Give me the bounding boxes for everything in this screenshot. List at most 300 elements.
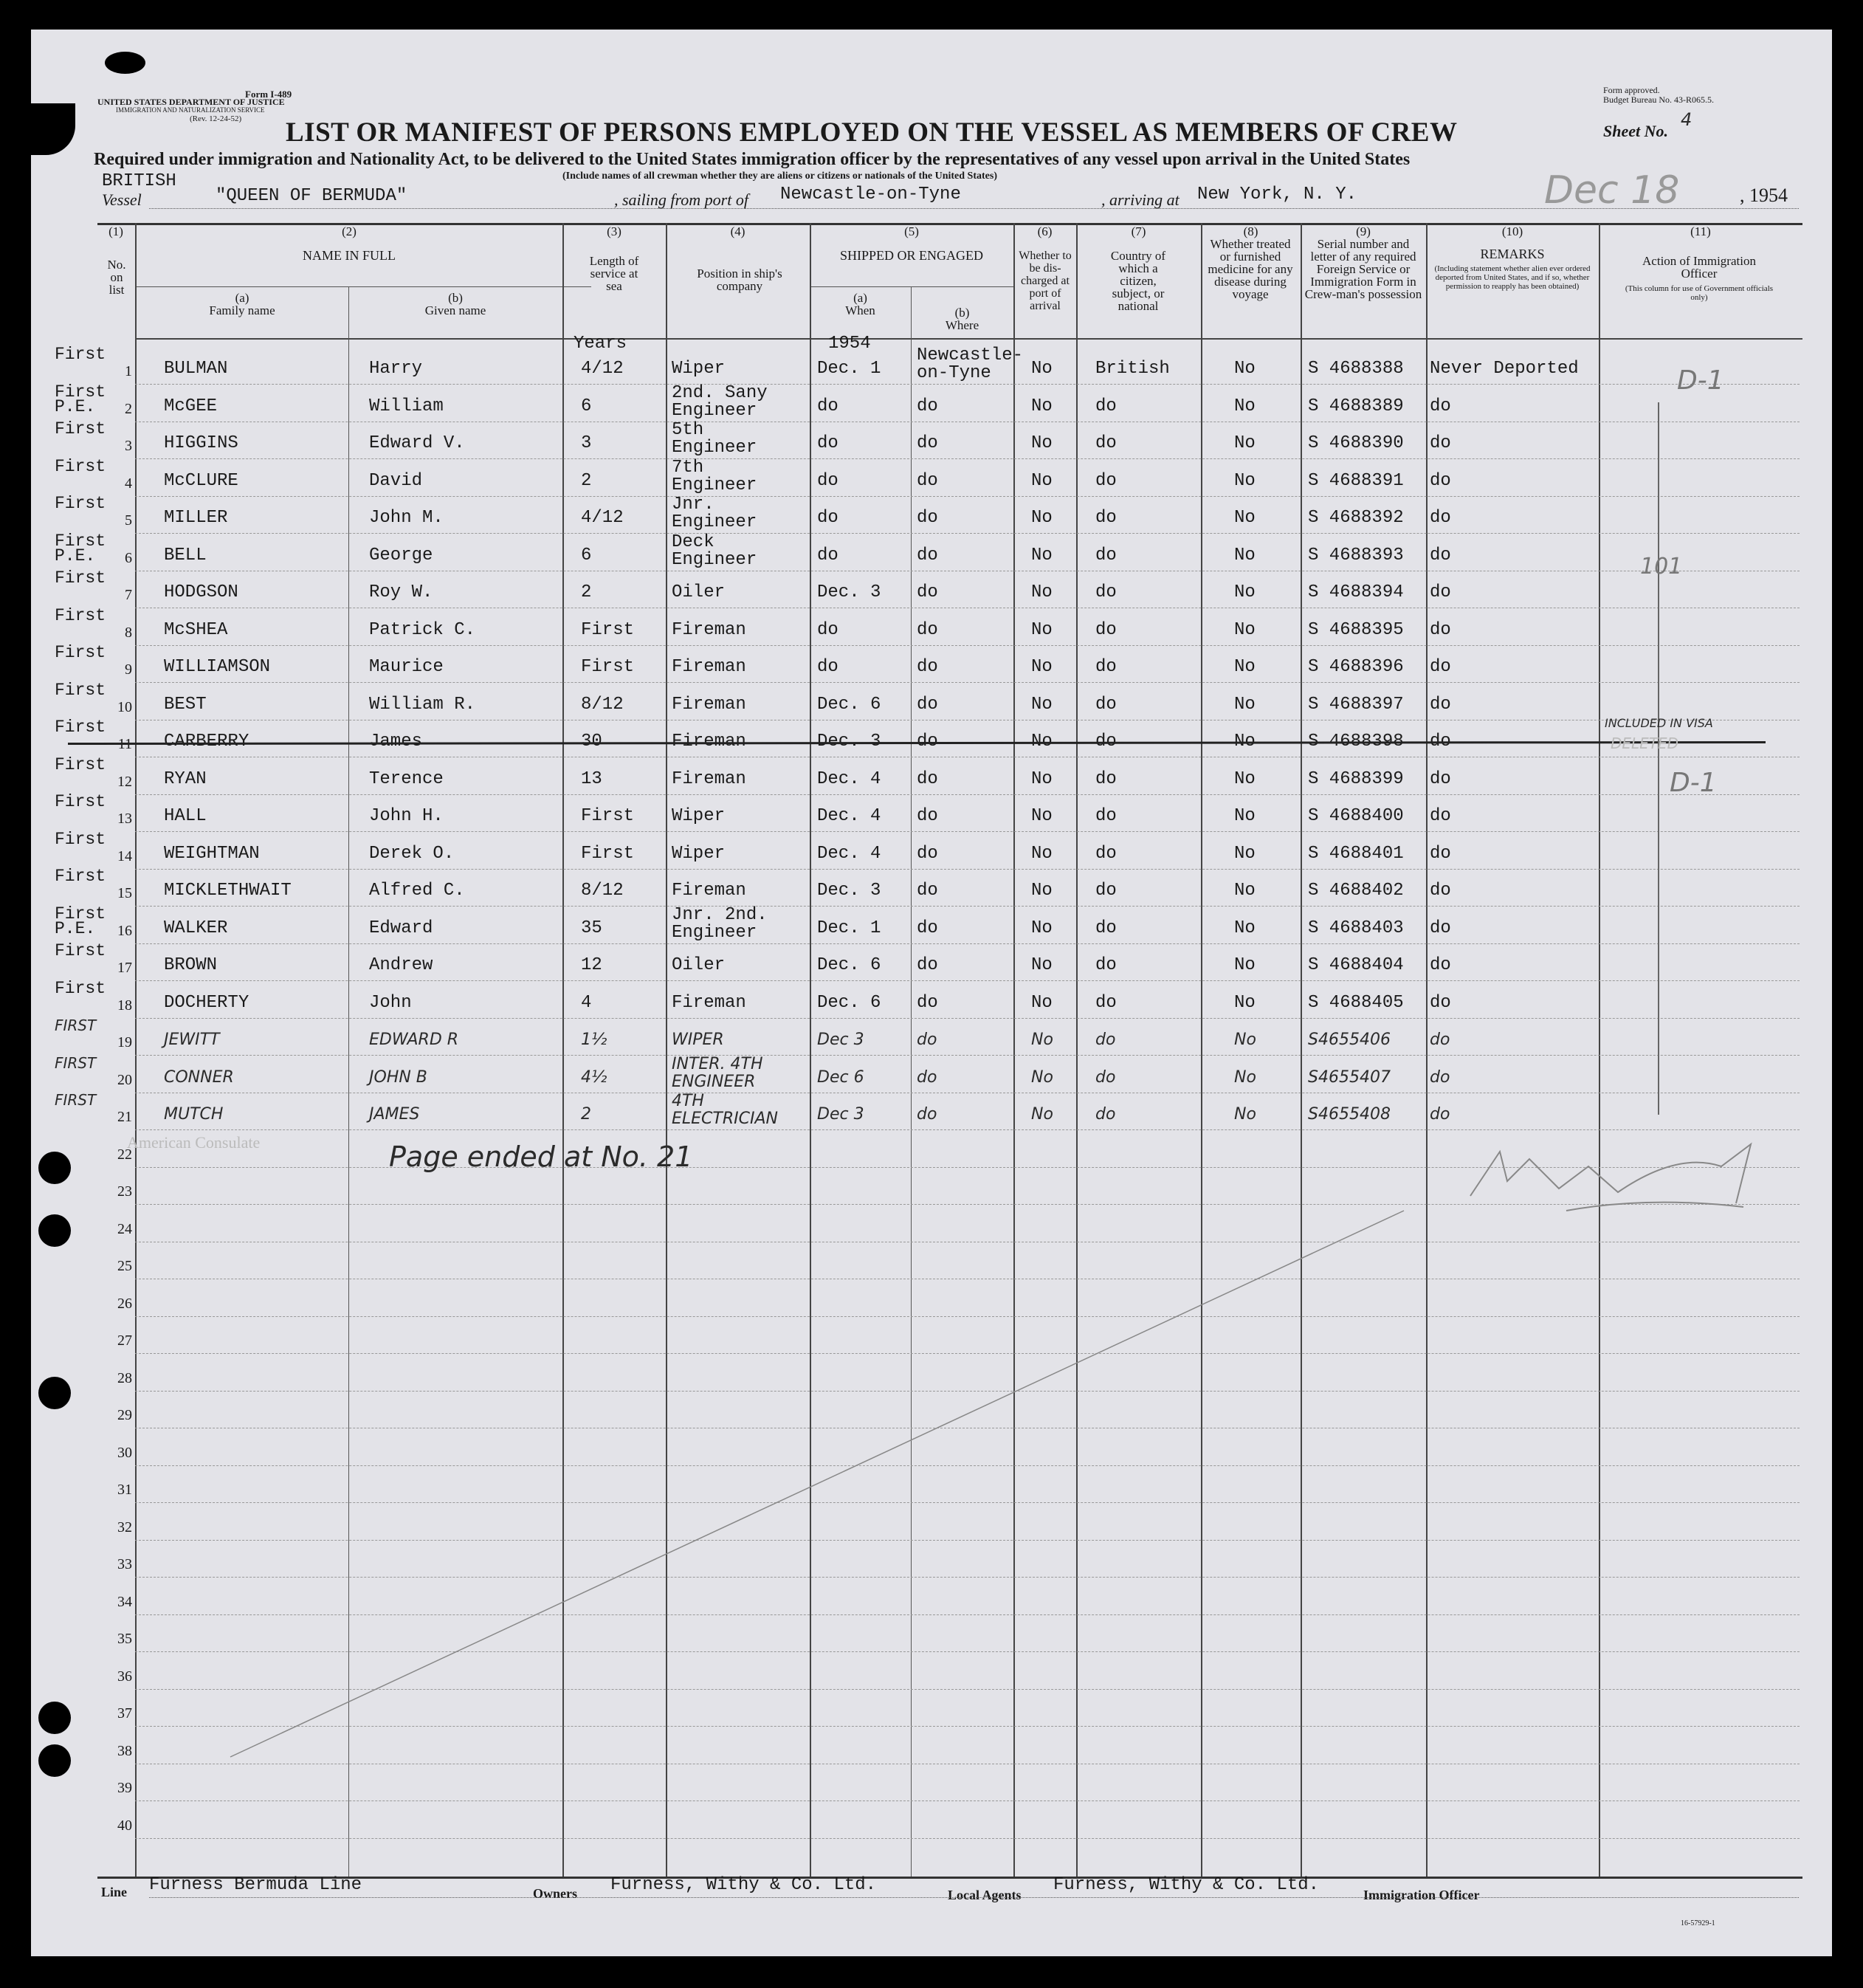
- cell-country: do: [1095, 881, 1117, 901]
- cell-when: Dec 3: [817, 1105, 864, 1124]
- cell-med: No: [1234, 582, 1256, 602]
- cell-position: WIPER: [672, 1031, 724, 1049]
- cell-family: WALKER: [164, 918, 228, 938]
- cell-country: do: [1095, 768, 1117, 789]
- budget-bureau: Budget Bureau No. 43-R065.5.: [1603, 94, 1714, 105]
- cell-serial: S 4688392: [1308, 508, 1404, 528]
- cell-disch: No: [1031, 768, 1053, 789]
- cell-disch: No: [1031, 1105, 1053, 1124]
- cell-position: Fireman: [672, 768, 746, 789]
- cell-family: CONNER: [164, 1067, 234, 1087]
- arrival-date: Dec 18: [1544, 168, 1680, 213]
- cell-country: do: [1095, 657, 1117, 677]
- cell-family: BEST: [164, 694, 207, 715]
- cell-service: 2: [581, 1105, 591, 1124]
- col10-number: (10): [1501, 224, 1523, 238]
- footer-officer-label: Immigration Officer: [1363, 1888, 1480, 1902]
- col1-number: (1): [109, 224, 123, 238]
- cell-service: 4: [581, 992, 592, 1013]
- col10-note: (Including statement whether alien ever ordered deported from United States, and if so, whether permission to reapply has been obtained): [1434, 264, 1591, 291]
- cell-given: James: [369, 732, 423, 751]
- cell-when: Dec. 6: [817, 992, 881, 1013]
- empty-row-number: 35: [117, 1631, 132, 1647]
- col6-number: (6): [1037, 224, 1053, 238]
- cell-remarks: do: [1430, 545, 1451, 565]
- cell-service: 6: [581, 396, 592, 416]
- cell-disch: No: [1031, 433, 1053, 453]
- cell-where: do: [917, 806, 938, 826]
- cell-position: Fireman: [672, 694, 746, 715]
- cell-disch: No: [1031, 582, 1053, 602]
- cell-when: do: [817, 657, 838, 677]
- col5b-header: (b) Where: [945, 306, 979, 332]
- cell-position: Fireman: [672, 732, 746, 751]
- cell-position: Deck Engineer: [672, 532, 757, 570]
- cell-where: Newcastle- on-Tyne: [917, 345, 1024, 383]
- cell-when: do: [817, 396, 838, 416]
- cell-remarks: do: [1430, 992, 1451, 1013]
- row-status: First: [55, 829, 106, 849]
- vessel-label: Vessel: [102, 190, 142, 209]
- cell-position: Fireman: [672, 992, 746, 1013]
- col9-number: (9): [1356, 224, 1371, 238]
- cell-family: MUTCH: [164, 1105, 224, 1124]
- cell-disch: No: [1031, 694, 1053, 715]
- cell-position: Jnr. 2nd. Engineer: [672, 904, 768, 943]
- cell-when: do: [817, 433, 838, 453]
- row-status: FIRST: [55, 1017, 97, 1034]
- cell-where: do: [917, 657, 938, 677]
- cell-serial: S 4688396: [1308, 657, 1404, 677]
- revision: (Rev. 12-24-52): [190, 114, 242, 123]
- cell-position: Fireman: [672, 881, 746, 901]
- cell-where: do: [917, 1105, 937, 1124]
- cell-country: do: [1095, 582, 1117, 602]
- empty-row-number: 29: [117, 1407, 132, 1423]
- cell-where: do: [917, 1031, 937, 1049]
- cell-when: Dec 3: [817, 1031, 864, 1049]
- cell-where: do: [917, 619, 938, 640]
- cell-where: do: [917, 732, 938, 751]
- row-status: First: [55, 978, 106, 998]
- cell-given: John M.: [369, 508, 444, 528]
- cell-service: First: [581, 657, 635, 677]
- subtitle: Required under immigration and Nationality Act, to be delivered to the United States immigration officer by the representatives of any vessel upon arrival in the United States: [94, 150, 1411, 169]
- cell-country: do: [1095, 508, 1117, 528]
- to-port: New York, N. Y.: [1197, 185, 1357, 204]
- row-status: First: [55, 754, 106, 774]
- cell-when: Dec. 6: [817, 955, 881, 975]
- cell-service: 6: [581, 545, 592, 565]
- cell-given: Terence: [369, 768, 444, 789]
- cell-disch: No: [1031, 918, 1053, 938]
- cell-serial: S4655407: [1308, 1067, 1391, 1087]
- manifest-sheet: [31, 30, 1832, 1956]
- row-number: 8: [125, 624, 132, 641]
- col7-header: Country of which a citizen, subject, or national: [1110, 249, 1166, 313]
- count-annotation: 101: [1640, 554, 1683, 579]
- cell-service: 8/12: [581, 881, 624, 901]
- cell-when: Dec. 4: [817, 843, 881, 864]
- from-port: Newcastle-on-Tyne: [780, 185, 961, 204]
- row-number: 13: [117, 811, 132, 827]
- row-number: 21: [117, 1109, 132, 1125]
- cell-family: BELL: [164, 545, 207, 565]
- cell-serial: S 4688402: [1308, 881, 1404, 901]
- sailing-label: , sailing from port of: [614, 190, 748, 209]
- cell-service: 3: [581, 433, 592, 453]
- footer-rule: [149, 1897, 1799, 1898]
- cell-disch: No: [1031, 881, 1053, 901]
- cell-given: William R.: [369, 694, 476, 715]
- cell-family: BULMAN: [164, 359, 228, 379]
- cell-med: No: [1234, 508, 1256, 528]
- col7-number: (7): [1131, 224, 1146, 238]
- cell-family: WILLIAMSON: [164, 657, 271, 677]
- cell-med: No: [1234, 843, 1256, 864]
- row-number: 16: [117, 922, 132, 939]
- row-status: First: [55, 419, 106, 438]
- cell-service: 4½: [581, 1067, 607, 1087]
- row-status: FIRST: [55, 1091, 97, 1109]
- cell-med: No: [1234, 619, 1256, 640]
- footer-owners-label: Owners: [533, 1886, 577, 1901]
- cell-given: David: [369, 470, 423, 491]
- cell-service: 12: [581, 955, 602, 975]
- row-status: First: [55, 718, 106, 737]
- cell-family: HIGGINS: [164, 433, 238, 453]
- row-status: FIRST: [55, 1053, 97, 1072]
- cell-position: Wiper: [672, 359, 726, 379]
- empty-row-number: 34: [117, 1593, 132, 1610]
- cell-disch: No: [1031, 1031, 1053, 1049]
- cell-when: Dec 6: [817, 1067, 864, 1087]
- col8-number: (8): [1243, 224, 1258, 238]
- cell-serial: S 4688399: [1308, 768, 1404, 789]
- cell-remarks: do: [1430, 1031, 1450, 1049]
- cell-given: John: [369, 992, 412, 1013]
- cell-serial: S4655408: [1308, 1105, 1391, 1124]
- col2-header: NAME IN FULL: [303, 248, 396, 263]
- print-code: 16-57929-1: [1681, 1919, 1715, 1927]
- row-status: First P.E.: [55, 904, 106, 938]
- cell-country: do: [1095, 806, 1117, 826]
- col2a-header: (a) Family name: [209, 291, 275, 317]
- cell-disch: No: [1031, 619, 1053, 640]
- d1-annotation-top: D-1: [1677, 365, 1724, 396]
- empty-row-number: 36: [117, 1668, 132, 1685]
- cell-med: No: [1234, 918, 1256, 938]
- form-number: Form I-489: [245, 89, 292, 100]
- cell-position: 5th Engineer: [672, 420, 757, 458]
- cell-when: Dec. 3: [817, 732, 881, 751]
- cell-position: Wiper: [672, 843, 726, 864]
- empty-row-number: 26: [117, 1295, 132, 1312]
- row-status: First P.E.: [55, 531, 106, 565]
- footer-line-label: Line: [101, 1885, 128, 1899]
- cell-position: Wiper: [672, 806, 726, 826]
- cell-serial: S 4688388: [1308, 359, 1404, 379]
- col8-header: Whether treated or furnished medicine for any disease during voyage: [1208, 237, 1293, 301]
- cell-med: No: [1234, 955, 1256, 975]
- cell-country: do: [1095, 1067, 1116, 1087]
- col2-number: (2): [342, 224, 357, 238]
- cell-med: No: [1234, 396, 1256, 416]
- cell-disch: No: [1031, 508, 1053, 528]
- cell-family: BROWN: [164, 955, 218, 975]
- cell-family: WEIGHTMAN: [164, 843, 260, 864]
- cell-given: George: [369, 545, 433, 565]
- cell-when: do: [817, 470, 838, 491]
- cell-serial: S 4688400: [1308, 806, 1404, 826]
- cell-med: No: [1234, 881, 1256, 901]
- cell-when: Dec. 3: [817, 582, 881, 602]
- sheet-label: Sheet No.: [1603, 122, 1668, 140]
- cell-remarks: do: [1430, 881, 1451, 901]
- empty-row-number: 31: [117, 1482, 132, 1498]
- col5-header: SHIPPED OR ENGAGED: [839, 248, 983, 263]
- cell-remarks: do: [1430, 806, 1451, 826]
- empty-row-number: 27: [117, 1332, 132, 1349]
- cell-country: do: [1095, 992, 1117, 1013]
- cell-family: DOCHERTY: [164, 992, 249, 1013]
- cell-family: MICKLETHWAIT: [164, 881, 292, 901]
- cell-where: do: [917, 433, 938, 453]
- cell-serial: S 4688401: [1308, 843, 1404, 864]
- col9-header: Serial number and letter of any required Foreign Service or Immigration Form in Crew-man's possession: [1304, 237, 1422, 301]
- cell-serial: S 4688404: [1308, 955, 1404, 975]
- form-approval: Form approved.: [1603, 85, 1660, 95]
- cell-disch: No: [1031, 843, 1053, 864]
- cell-med: No: [1234, 470, 1256, 491]
- cell-remarks: Never Deported: [1430, 359, 1579, 379]
- included-in-visa-note: INCLUDED IN VISA: [1605, 716, 1713, 730]
- cell-position: Fireman: [672, 619, 746, 640]
- col4-header: Position in ship's company: [697, 266, 782, 293]
- cell-remarks: do: [1430, 1105, 1450, 1124]
- cell-serial: S 4688393: [1308, 545, 1404, 565]
- cell-country: do: [1095, 619, 1117, 640]
- cell-med: No: [1234, 806, 1256, 826]
- cell-where: do: [917, 582, 938, 602]
- row-status: First: [55, 456, 106, 476]
- cell-med: No: [1234, 992, 1256, 1013]
- cell-when: do: [817, 619, 838, 640]
- cell-remarks: do: [1430, 657, 1451, 677]
- empty-row-number: 37: [117, 1705, 132, 1722]
- row-status: First: [55, 792, 106, 811]
- cell-position: Jnr. Engineer: [672, 495, 757, 532]
- arrival-year: , 1954: [1740, 185, 1788, 206]
- col5a-header: (a) When: [845, 291, 875, 317]
- cell-remarks: do: [1430, 955, 1451, 975]
- cell-service: First: [581, 619, 635, 640]
- cell-family: McSHEA: [164, 619, 228, 640]
- row-number: 15: [117, 885, 132, 901]
- row-number: 10: [117, 698, 132, 715]
- cell-where: do: [917, 508, 938, 528]
- row-number: 18: [117, 997, 132, 1014]
- cell-given: EDWARD R: [369, 1031, 459, 1049]
- row-number: 3: [125, 438, 132, 454]
- cell-serial: S 4688398: [1308, 732, 1404, 751]
- col1-header: No. on list: [107, 258, 126, 297]
- cell-where: do: [917, 545, 938, 565]
- cell-service: 1½: [581, 1031, 607, 1049]
- col11-note: (This column for use of Government officials only): [1625, 284, 1774, 302]
- page-title: LIST OR MANIFEST OF PERSONS EMPLOYED ON THE VESSEL AS MEMBERS OF CREW: [286, 117, 1458, 148]
- cell-given: Patrick C.: [369, 619, 476, 640]
- empty-row-number: 24: [117, 1220, 132, 1237]
- row-status: First: [55, 605, 106, 625]
- row-number: 14: [117, 847, 132, 864]
- cell-med: No: [1234, 545, 1256, 565]
- cell-when: do: [817, 508, 838, 528]
- cell-service: 2: [581, 470, 592, 491]
- cell-remarks: do: [1430, 396, 1451, 416]
- cell-remarks: do: [1430, 732, 1451, 751]
- row-number: 4: [125, 475, 132, 492]
- col4-number: (4): [730, 224, 745, 238]
- cell-remarks: do: [1430, 843, 1451, 864]
- cell-position: Oiler: [672, 955, 726, 975]
- cell-position: 2nd. Sany Engineer: [672, 382, 768, 421]
- cell-country: do: [1095, 1105, 1116, 1124]
- cell-given: Edward: [369, 918, 433, 938]
- cell-where: do: [917, 918, 938, 938]
- cell-country: British: [1095, 359, 1170, 379]
- deleted-note: DELETED: [1611, 735, 1679, 752]
- cell-country: do: [1095, 470, 1117, 491]
- consulate-stamp: American Consulate: [127, 1133, 261, 1152]
- subnote: (Include names of all crewman whether they are aliens or citizens or nationals of the United States): [562, 171, 997, 182]
- cell-when: Dec. 4: [817, 806, 881, 826]
- cell-family: RYAN: [164, 768, 207, 789]
- cell-med: No: [1234, 768, 1256, 789]
- empty-row-number: 40: [117, 1817, 132, 1834]
- col10-header: REMARKS: [1480, 247, 1545, 261]
- page-ended-note: Page ended at No. 21: [389, 1141, 693, 1173]
- cell-med: No: [1234, 1105, 1256, 1124]
- cell-remarks: do: [1430, 768, 1451, 789]
- cell-family: JEWITT: [164, 1031, 220, 1049]
- cell-family: CARBERRY: [164, 732, 249, 751]
- cell-disch: No: [1031, 359, 1053, 379]
- cell-med: No: [1234, 732, 1256, 751]
- cell-given: John H.: [369, 806, 444, 826]
- cell-position: 4TH ELECTRICIAN: [672, 1092, 778, 1128]
- row-number: 20: [117, 1071, 132, 1088]
- row-number: 11: [117, 736, 132, 752]
- officer-signature: [1456, 1137, 1802, 1225]
- row-status: First: [55, 680, 106, 700]
- row-number: 9: [125, 661, 132, 678]
- cell-where: do: [917, 396, 938, 416]
- cell-family: MILLER: [164, 508, 228, 528]
- cell-remarks: do: [1430, 619, 1451, 640]
- empty-row-number: 38: [117, 1742, 132, 1759]
- col3-number: (3): [607, 224, 621, 238]
- cell-given: Andrew: [369, 955, 433, 975]
- cell-med: No: [1234, 1031, 1256, 1049]
- cell-disch: No: [1031, 470, 1053, 491]
- row-status: First: [55, 643, 106, 662]
- cell-remarks: do: [1430, 918, 1451, 938]
- cell-remarks: do: [1430, 433, 1451, 453]
- empty-row-number: 32: [117, 1518, 132, 1535]
- cell-given: Maurice: [369, 657, 444, 677]
- service: IMMIGRATION AND NATURALIZATION SERVICE: [116, 106, 265, 114]
- row-number: 1: [125, 363, 132, 379]
- cell-serial: S 4688394: [1308, 582, 1404, 602]
- cell-service: 35: [581, 918, 602, 938]
- row-number: 5: [125, 512, 132, 529]
- empty-row-number: 28: [117, 1369, 132, 1386]
- cell-where: do: [917, 768, 938, 789]
- row-status: First: [55, 941, 106, 960]
- col2b-header: (b) Given name: [424, 291, 486, 317]
- sheet-number: 4: [1681, 109, 1692, 130]
- col5-number: (5): [904, 224, 919, 238]
- cell-serial: S 4688395: [1308, 619, 1404, 640]
- cell-remarks: do: [1430, 582, 1451, 602]
- cell-where: do: [917, 955, 938, 975]
- cell-serial: S4655406: [1308, 1031, 1391, 1049]
- cell-med: No: [1234, 694, 1256, 715]
- cell-country: do: [1095, 1031, 1116, 1049]
- row-number: 2: [125, 400, 132, 417]
- cell-remarks: do: [1430, 470, 1451, 491]
- cell-serial: S 4688403: [1308, 918, 1404, 938]
- row-status: First: [55, 494, 106, 513]
- cell-given: Roy W.: [369, 582, 433, 602]
- cell-given: Edward V.: [369, 433, 465, 453]
- cell-family: HALL: [164, 806, 207, 826]
- empty-row-number: 25: [117, 1258, 132, 1274]
- row-number: 7: [125, 587, 132, 603]
- cell-serial: S 4688390: [1308, 433, 1404, 453]
- row-status: First: [55, 345, 106, 364]
- footer-owners: Furness, Withy & Co. Ltd.: [610, 1875, 877, 1895]
- cell-serial: S 4688391: [1308, 470, 1404, 491]
- cell-country: do: [1095, 732, 1117, 751]
- empty-row-number: 39: [117, 1780, 132, 1796]
- cell-given: JAMES: [369, 1105, 420, 1124]
- cell-where: do: [917, 843, 938, 864]
- cell-family: HODGSON: [164, 582, 238, 602]
- cell-when: Dec. 1: [817, 918, 881, 938]
- cell-service: 2: [581, 582, 592, 602]
- vessel-flag: BRITISH: [102, 171, 176, 191]
- footer-line: Furness Bermuda Line: [149, 1875, 362, 1895]
- cell-given: Alfred C.: [369, 881, 465, 901]
- cell-when: do: [817, 545, 838, 565]
- row-number: 6: [125, 549, 132, 566]
- empty-row-number: 23: [117, 1183, 132, 1200]
- cell-remarks: do: [1430, 508, 1451, 528]
- row-number: 19: [117, 1034, 132, 1050]
- cell-disch: No: [1031, 955, 1053, 975]
- cell-when: Dec. 4: [817, 768, 881, 789]
- row-status: First: [55, 568, 106, 588]
- cell-remarks: do: [1430, 1067, 1450, 1087]
- cell-serial: S 4688397: [1308, 694, 1404, 715]
- col11-header: Action of Immigration Officer: [1642, 254, 1756, 281]
- cell-service: First: [581, 806, 635, 826]
- cell-where: do: [917, 881, 938, 901]
- cell-disch: No: [1031, 806, 1053, 826]
- cell-serial: S 4688389: [1308, 396, 1404, 416]
